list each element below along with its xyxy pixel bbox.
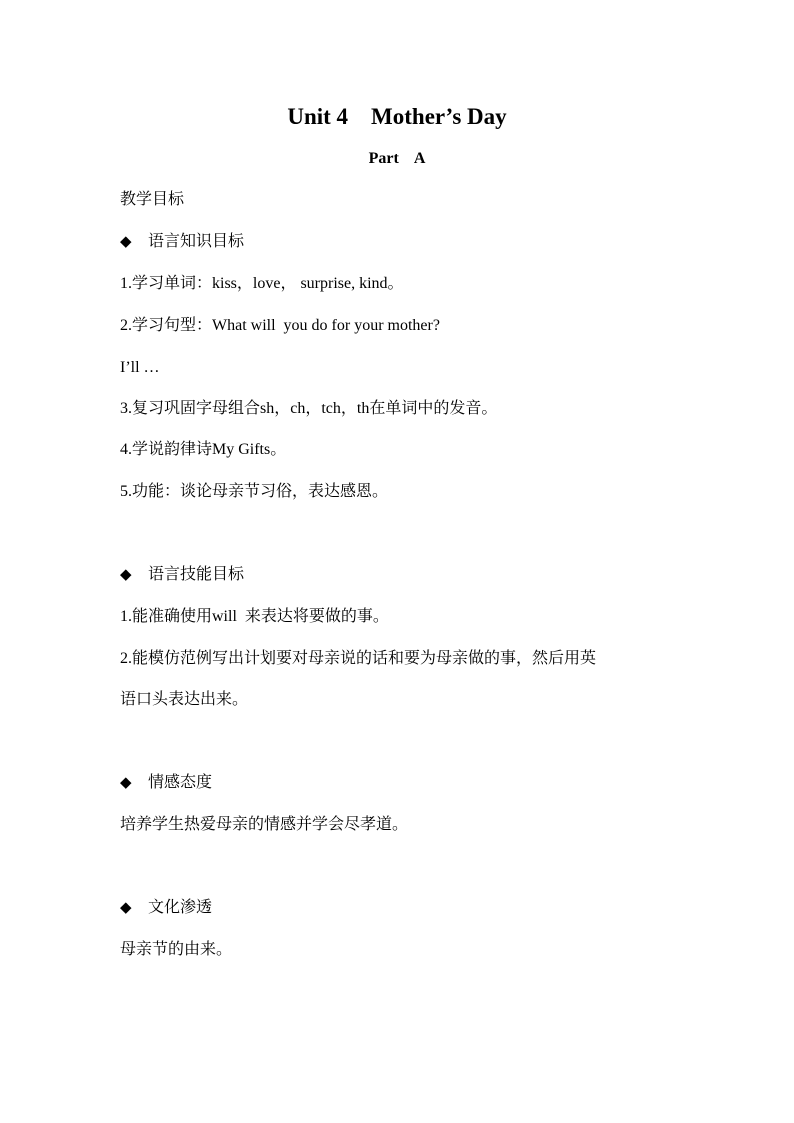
culture-item: 母亲节的由来。	[120, 941, 233, 958]
document-subtitle: Part A	[368, 150, 426, 167]
culture-heading-row	[120, 896, 212, 920]
knowledge-item: 3.复习巩固字母组合sh，ch，tch，th在单词中的发音。	[120, 400, 498, 417]
emotion-heading-row	[120, 771, 212, 795]
knowledge-item: 5.功能：谈论母亲节习俗，表达感恩。	[120, 483, 389, 500]
culture-heading: 文化渗透	[148, 899, 213, 916]
knowledge-heading-row	[120, 230, 244, 254]
knowledge-item: 1.学习单词：kiss，love， surprise, kind。	[120, 275, 404, 292]
diamond-bullet-icon: ◆	[120, 234, 132, 250]
skills-item: 2.能模仿范例写出计划要对母亲说的话和要为母亲做的事，然后用英	[120, 650, 597, 667]
skills-item: 1.能准确使用will 来表达将要做的事。	[120, 608, 389, 625]
knowledge-item: 2.学习句型：What will you do for your mother?	[120, 317, 440, 334]
diamond-bullet-icon: ◆	[120, 900, 132, 916]
emotion-heading: 情感态度	[148, 774, 213, 791]
document-title: Unit 4 Mother’s Day	[287, 104, 507, 129]
diamond-bullet-icon: ◆	[120, 567, 132, 583]
skills-item: 语口头表达出来。	[120, 691, 249, 708]
knowledge-item: I’ll …	[120, 359, 160, 376]
skills-heading: 语言技能目标	[148, 566, 245, 583]
skills-heading-row	[120, 563, 244, 587]
knowledge-heading: 语言知识目标	[148, 233, 245, 250]
knowledge-item: 4.学说韵律诗My Gifts。	[120, 441, 287, 458]
emotion-item: 培养学生热爱母亲的情感并学会尽孝道。	[120, 816, 409, 833]
diamond-bullet-icon: ◆	[120, 775, 132, 791]
section-title: 教学目标	[120, 191, 185, 208]
